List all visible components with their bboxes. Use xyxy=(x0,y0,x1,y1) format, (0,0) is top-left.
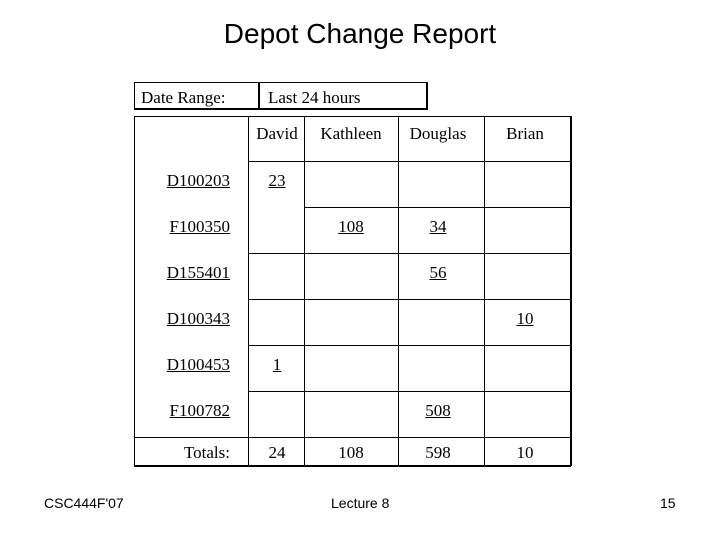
footer-page-number: 15 xyxy=(660,495,676,511)
table-border-left xyxy=(134,116,135,465)
totals-cell: 10 xyxy=(516,443,534,462)
table-border-top xyxy=(134,116,570,117)
date-range-value: Last 24 hours xyxy=(268,88,361,107)
row-id-link[interactable]: F100350 xyxy=(169,217,230,236)
table-cell-link[interactable]: 1 xyxy=(272,355,282,374)
date-range-label: Date Range: xyxy=(141,88,226,107)
column-header-david: David xyxy=(256,124,298,143)
column-header-kathleen: Kathleen xyxy=(320,124,382,143)
column-header-brian: Brian xyxy=(506,124,544,143)
table-cell-link[interactable]: 10 xyxy=(516,309,534,328)
totals-cell: 108 xyxy=(338,443,364,462)
column-header-douglas: Douglas xyxy=(409,124,467,143)
table-border-bottom xyxy=(134,465,571,467)
footer-course: CSC444F'07 xyxy=(44,495,124,511)
table-col-divider xyxy=(304,116,305,465)
totals-cell: 598 xyxy=(425,443,451,462)
table-cell-link[interactable]: 108 xyxy=(338,217,364,236)
table-border-right xyxy=(570,116,572,466)
report-title: Depot Change Report xyxy=(223,18,497,49)
date-range-value-box[interactable] xyxy=(259,82,428,110)
footer-lecture: Lecture 8 xyxy=(331,495,390,511)
row-id-link[interactable]: D100453 xyxy=(166,355,230,374)
totals-cell: 24 xyxy=(268,443,286,462)
table-cell-link[interactable]: 34 xyxy=(429,217,447,236)
table-cell-link[interactable]: 23 xyxy=(268,171,286,190)
table-row-divider xyxy=(248,253,570,254)
table-row-divider xyxy=(248,345,570,346)
row-id-link[interactable]: F100782 xyxy=(169,401,230,420)
table-row-divider xyxy=(248,161,570,162)
row-id-link[interactable]: D100203 xyxy=(166,171,230,190)
table-row-divider xyxy=(248,299,570,300)
totals-label: Totals: xyxy=(183,443,230,462)
date-range-label-box xyxy=(134,82,260,110)
table-row-divider xyxy=(248,391,570,392)
table-cell-link[interactable]: 56 xyxy=(429,263,447,282)
table-col-divider xyxy=(248,116,249,465)
row-id-link[interactable]: D155401 xyxy=(166,263,230,282)
table-cell-link[interactable]: 508 xyxy=(425,401,451,420)
table-row-divider xyxy=(304,207,570,208)
row-id-link[interactable]: D100343 xyxy=(166,309,230,328)
table-row-divider xyxy=(134,437,570,438)
